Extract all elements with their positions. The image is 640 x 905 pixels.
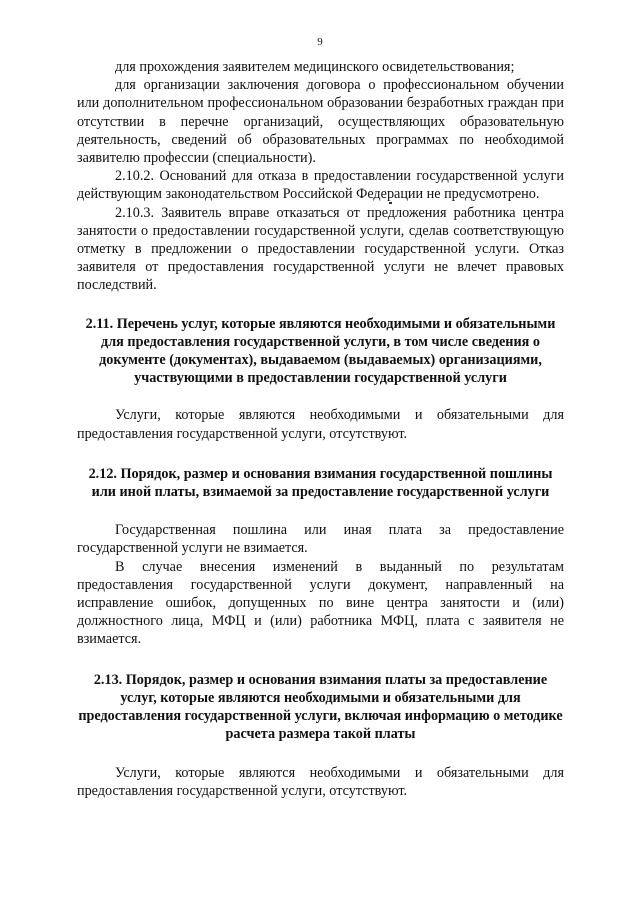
section-heading-2-12: 2.12. Порядок, размер и основания взимания государственной пошлины или иной платы, взимаемой за предоставление государственной услуги [88,465,553,501]
page-number: 9 [317,36,323,48]
paragraph: Услуги, которые являются необходимыми и обязательными для предоставления государственной услуги, отсутствуют. [77,407,564,442]
paragraph: 2.10.3. Заявитель вправе отказаться от предложения работника центра занятости о предоставлении государственной услуги, сделав соответствующую отметку в предложении о предоставлении государственной услуги. Отказ заявителя от предоставления государственной услуги не влечет правовых последствий. [77,204,564,294]
section-heading-2-11: 2.11. Перечень услуг, которые являются необходимыми и обязательными для предоставления государственной услуги, в том числе сведения о документе (документах), выдаваемом (выдаваемых) организациями, участвующими в предоставлении государственной услуги [85,315,556,387]
paragraph: 2.10.2. Оснований для отказа в предоставлении государственной услуги действующим законодательством Российской Федерации не предусмотрено. [77,168,564,203]
paragraph: Услуги, которые являются необходимыми и обязательными для предоставления государственной услуги, отсутствуют. [77,764,564,799]
section-heading-2-13: 2.13. Порядок, размер и основания взимания платы за предоставление услуг, которые являются необходимыми и обязательными для предоставления государственной услуги, включая информацию о методике расчета размера такой платы [78,671,563,743]
paragraph: для организации заключения договора о профессиональном обучении или дополнительном профессиональном образовании безработных граждан при отсутствии в перечне организаций, осуществляющих образовательную деятельность, сведений об образовательных программах по необходимой заявителю профессии (специальности). [77,77,564,167]
document-body [77,58,564,800]
paragraph: для прохождения заявителем медицинского освидетельствования; [115,59,515,75]
paragraph: В случае внесения изменений в выданный по результатам предоставления государственной услуги документ, направленный на исправление ошибок, допущенных по вине центра занятости и (или) должностного лица, МФЦ и (или) работника МФЦ, плата с заявителя не взимается. [77,558,564,648]
paragraph: Государственная пошлина или иная плата за предоставление государственной услуги не взимается. [77,522,564,557]
